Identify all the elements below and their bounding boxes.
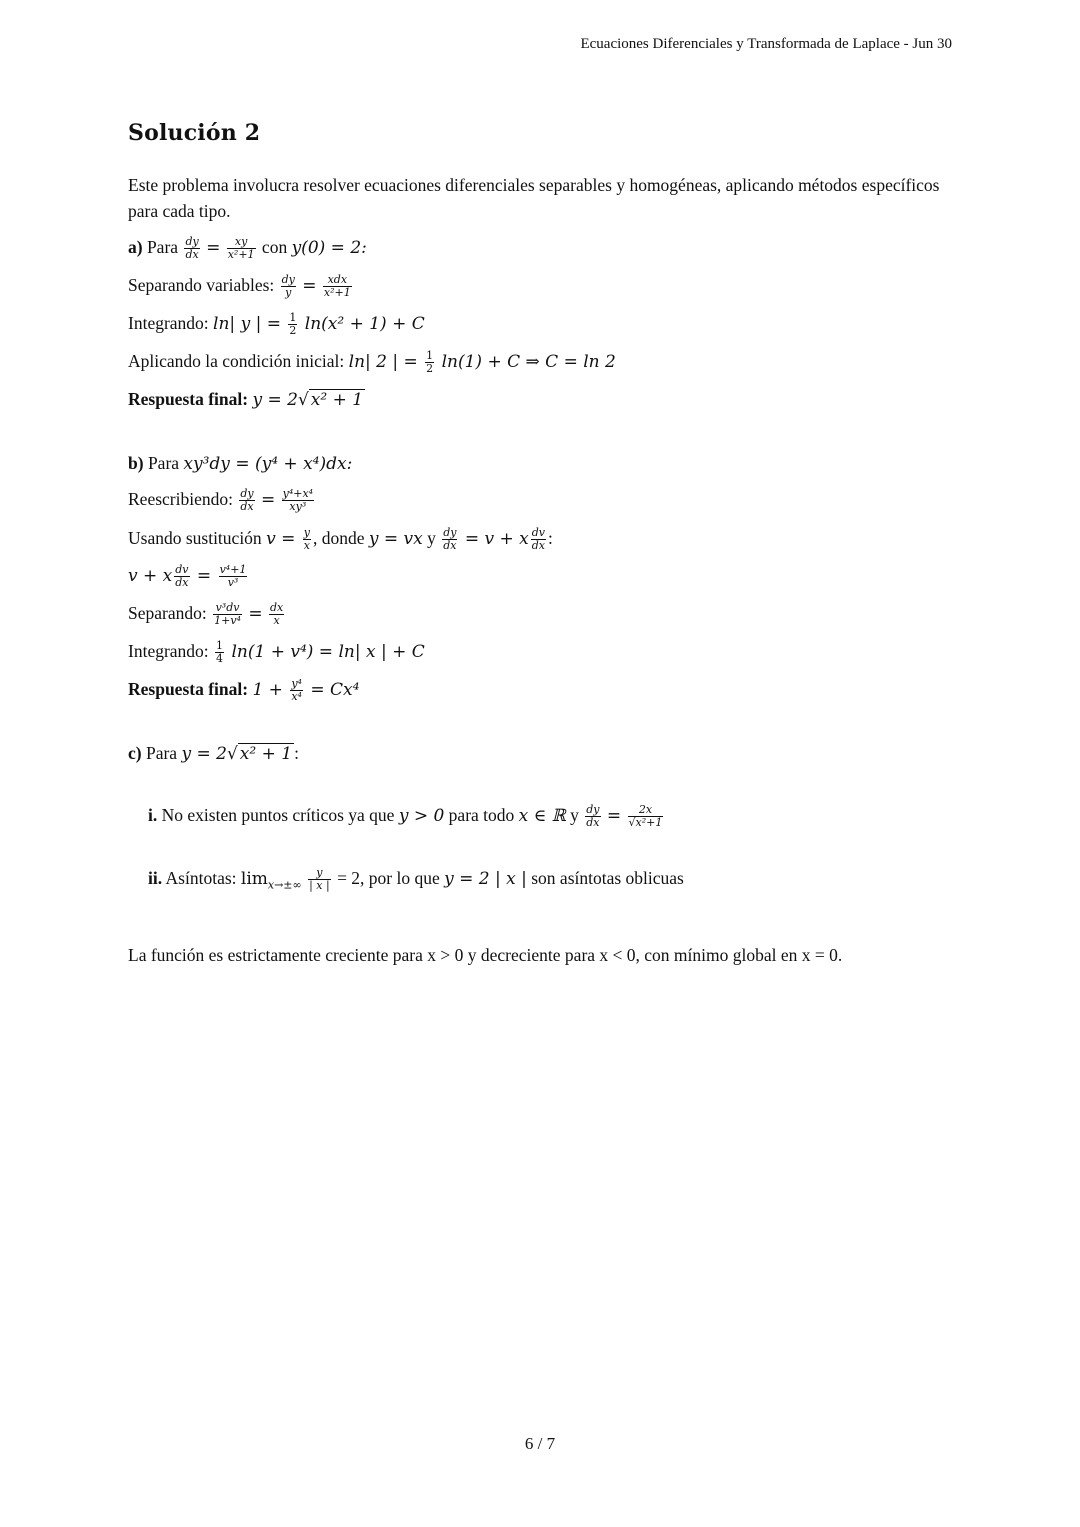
running-header: Ecuaciones Diferenciales y Transformada de Laplace - Jun 30 <box>580 36 952 52</box>
intro-paragraph: Este problema involucra resolver ecuaciones diferenciales separables y homogéneas, aplicando métodos específicos para cada tipo. <box>128 175 940 221</box>
part-a-initial-condition: Aplicando la condición inicial: ln| 2 | = $\frac{1}{2}$ ln(1) + C ⇒ C = ln 2 <box>128 349 616 376</box>
part-a-statement: a) Para $\frac{dy}{dx}$ = $\frac{xy}{\text{x²+1}}$ con y(0) = 2: <box>128 235 367 262</box>
part-a-integration: Integrando: ln| y | = $\frac{1}{2}$ ln(x² + 1) + C <box>128 311 425 338</box>
page-number: 6 / 7 <box>524 1434 556 1453</box>
section-title: Solución 2 <box>128 120 261 146</box>
part-b-final-answer: Respuesta final: 1 + $\frac{\text{y⁴}}{\text{x⁴}}$ = Cx⁴ <box>128 677 360 704</box>
part-b-substituted-equation: v + x $\frac{dv}{dx}$ = $\frac{\text{v⁴+1}}{\text{v³}}$ <box>128 563 247 590</box>
sqrt-x2-plus-1: √ x² + 1 <box>297 390 364 410</box>
part-c-statement: c) Para y = 2√ x² + 1 : <box>128 743 299 764</box>
part-b-integration: Integrando: $\frac{1}{4}$ ln(1 + v⁴) = ln| x | + C <box>128 639 425 666</box>
part-b-separation: Separando: $\frac{\text{v³dv}}{\text{1+v⁴}}$ = $\frac{dx}{x}$ <box>128 601 284 628</box>
part-a-final-answer: Respuesta final: y = 2√ x² + 1 <box>128 386 365 413</box>
conclusion-paragraph: La función es estrictamente creciente para x > 0 y decreciente para x < 0, con mínimo global en x = 0. <box>128 945 843 965</box>
part-c-item-ii: ii. Asíntotas: $\lim_{x\to\pm\infty}$ $\frac{y}{| x |}$ = 2, por lo que y = 2 | x | son asíntotas oblicuas <box>148 866 684 893</box>
part-c-item-i: i. No existen puntos críticos ya que y > 0 para todo x ∈ ℝ y $\frac{dy}{dx}$ = $\frac{2x}{\text{√x²+1}}$ <box>148 803 663 830</box>
part-b-substitution: Usando sustitución v = $\frac{y}{x}$ , donde y = vx y $\frac{dy}{dx}$ = v + x $\frac{dv}{dx}$ : <box>128 526 553 553</box>
part-a-separation: Separando variables: $\frac{dy}{y}$ = $\frac{\text{xdx}}{\text{x²+1}}$ <box>128 273 351 300</box>
fraction-xy-over-x2p1: $\frac{xy}{\text{x²+1}}$ <box>227 235 255 262</box>
part-b-statement: b) Para xy³dy = (y⁴ + x⁴)dx: <box>128 453 353 474</box>
fraction-dy-dx: $\frac{dy}{dx}$ <box>185 235 199 262</box>
part-b-rewrite: Reescribiendo: $\frac{dy}{dx}$ = $\frac{\text{y⁴+x⁴}}{\text{xy³}}$ <box>128 487 314 514</box>
